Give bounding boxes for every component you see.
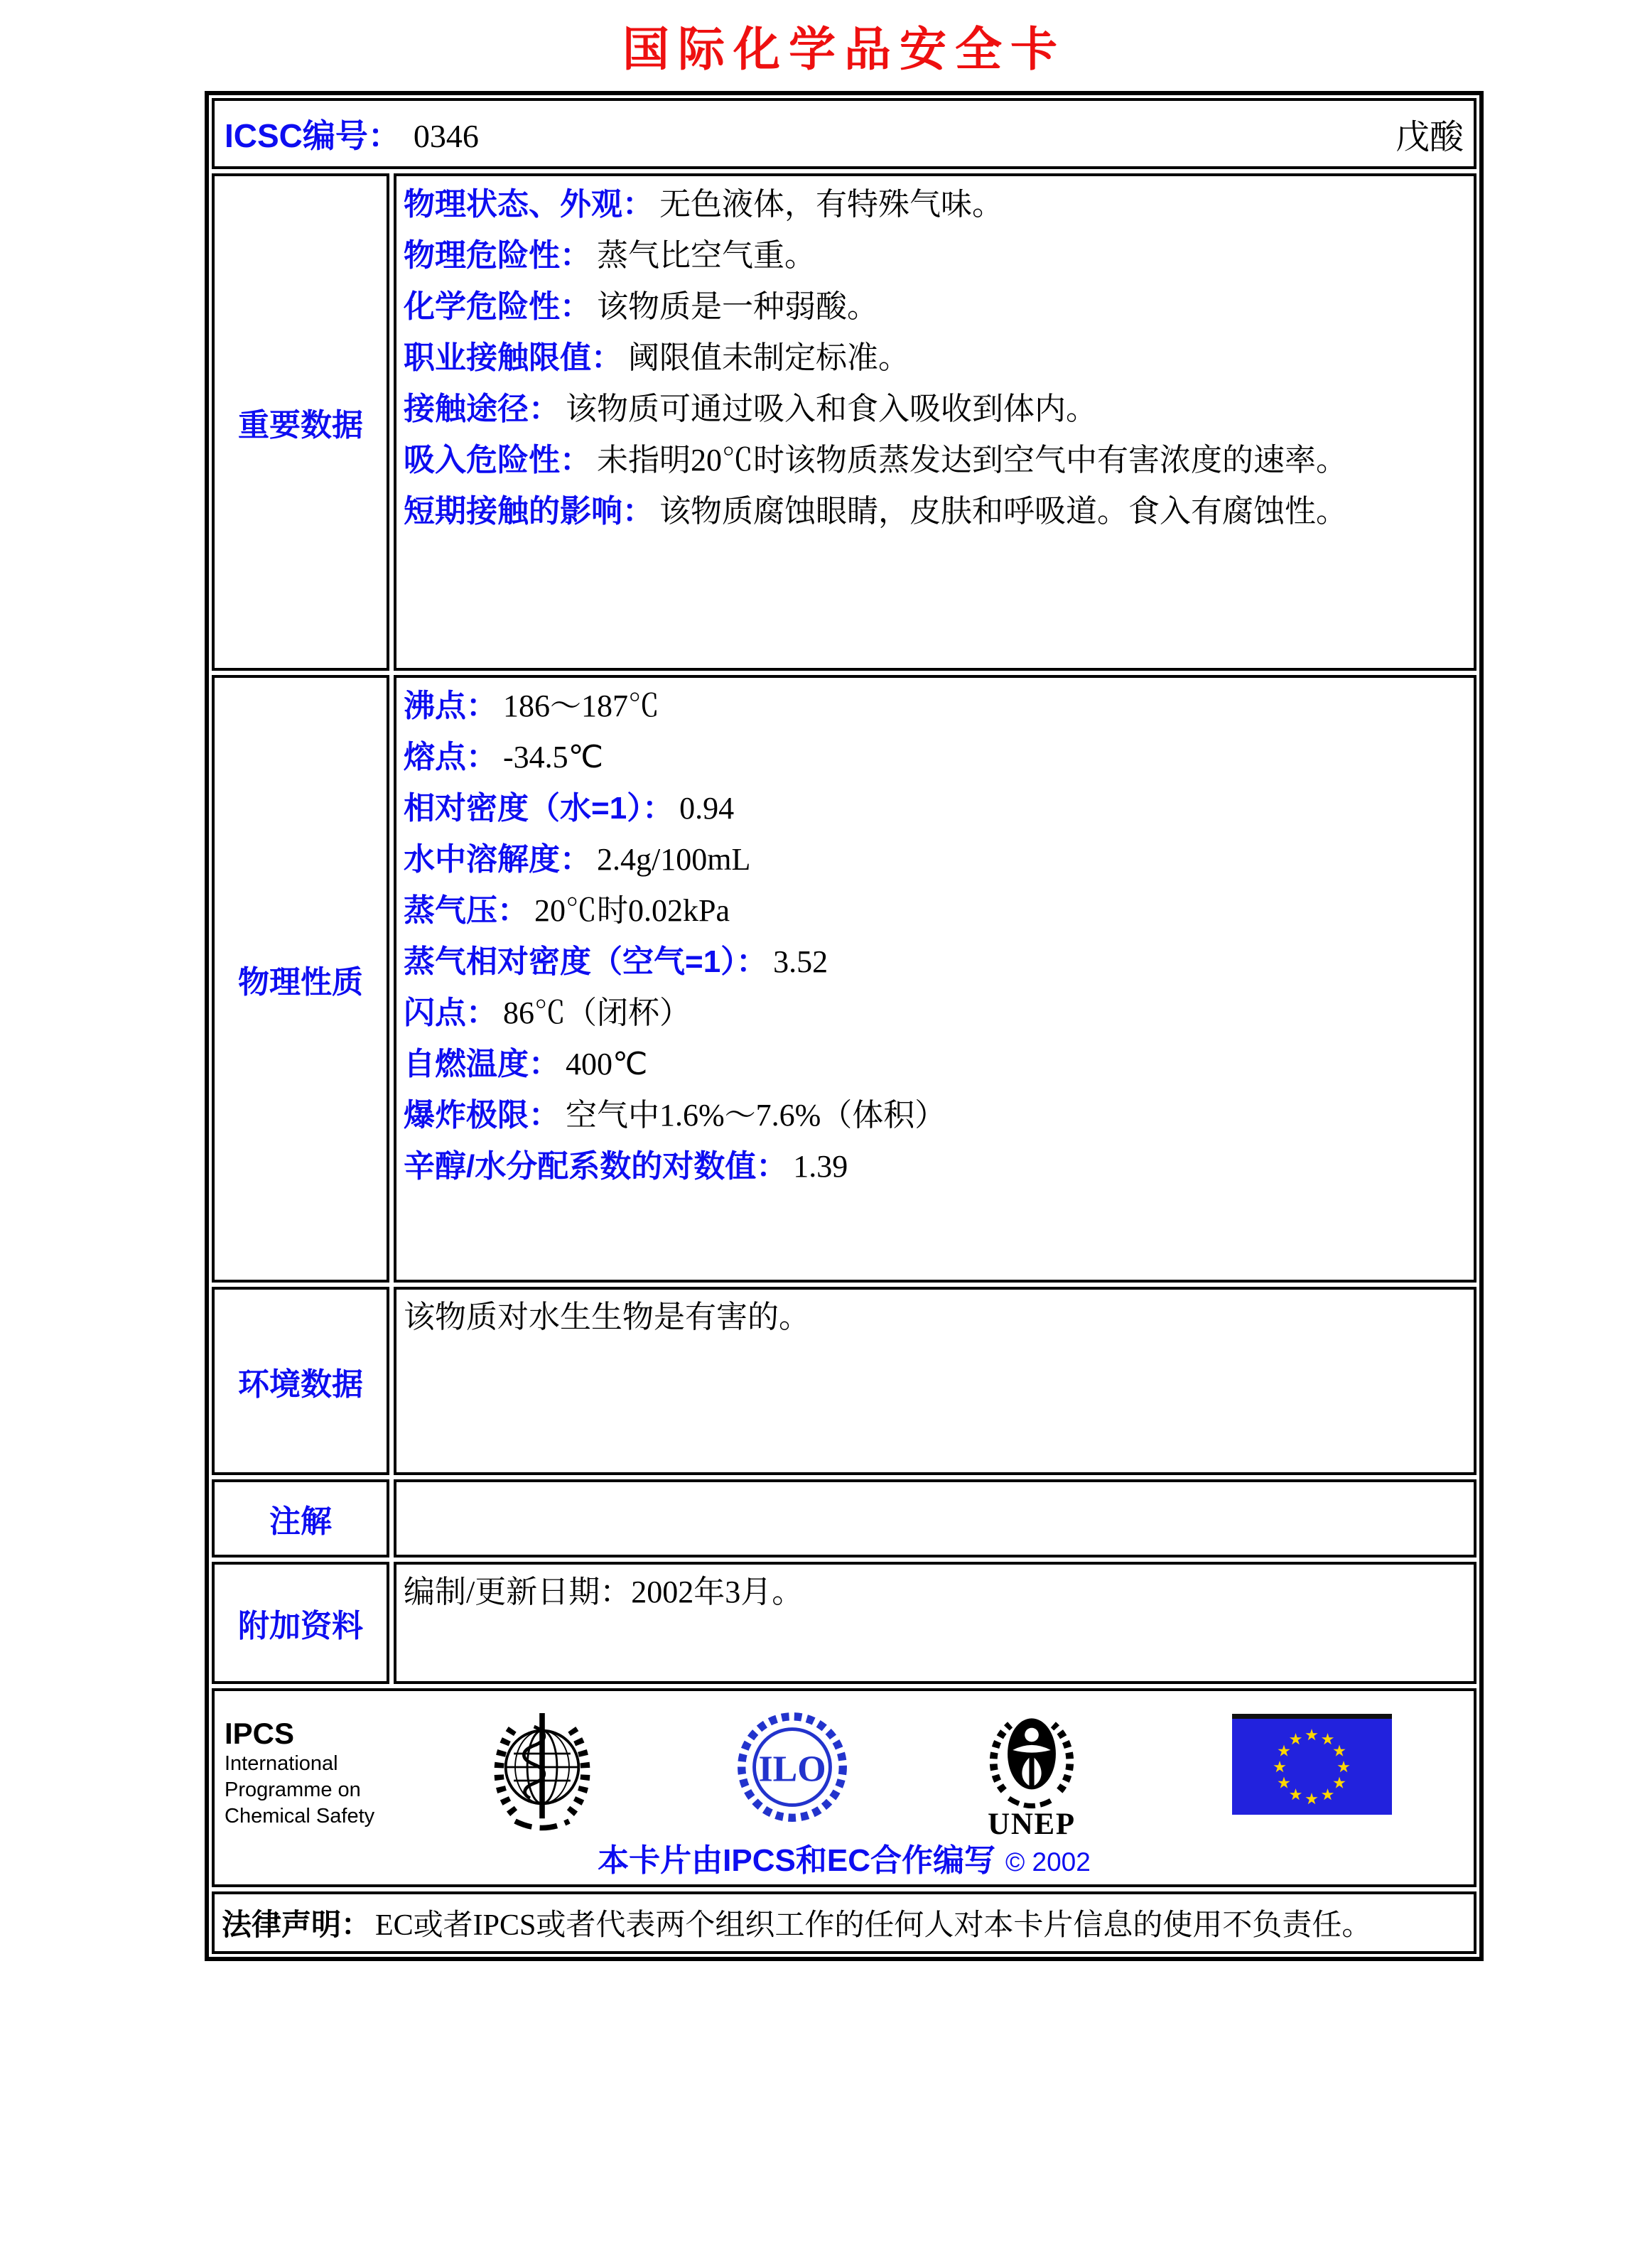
property-value: 该物质是一种弱酸。 [597,289,878,324]
who-logo-icon [475,1700,610,1835]
property-line [404,486,1467,537]
ipcs-line-2: Programme on [225,1778,361,1801]
property-line [404,230,1467,281]
legal-label: 法律声明： [222,1908,372,1941]
header-cell [212,98,1476,169]
property-line [404,435,1467,486]
property-line [404,834,1467,885]
property-value: 该物质腐蚀眼睛，皮肤和呼吸道。食入有腐蚀性。 [659,494,1347,529]
property-value: -34.5℃ [503,740,604,774]
property-label: 职业接触限值： [404,340,622,375]
property-value: 186～187℃ [503,689,659,723]
property-value: 0.94 [679,791,735,826]
ipcs-line-3: Chemical Safety [225,1805,375,1828]
property-label: 自燃温度： [404,1047,560,1081]
section-label-environmental-data: 环境数据 [212,1287,389,1475]
property-label: 水中溶解度： [404,842,591,877]
legal-row [212,1891,1476,1954]
property-line [404,179,1467,230]
icsc-number-value: 0346 [413,118,479,154]
property-value: 该物质可通过吸入和食入吸收到体内。 [566,392,1097,426]
property-label: 吸入危险性： [404,443,591,477]
property-line [404,1039,1467,1090]
section-content-environmental-data [394,1287,1476,1475]
section-label-additional-information: 附加资料 [212,1562,389,1684]
footer-caption-text: 本卡片由IPCS和EC合作编写 [598,1843,995,1878]
property-label: 爆炸极限： [404,1098,560,1133]
ipcs-acronym: IPCS [225,1717,295,1750]
property-line [404,988,1467,1039]
legal-cell [212,1891,1476,1954]
property-line [404,1090,1467,1141]
property-label: 短期接触的影响： [404,494,654,529]
property-value: 未指明20℃时该物质蒸发达到空气中有害浓度的速率。 [597,443,1347,477]
property-value: 20℃时0.02kPa [534,893,730,928]
property-label: 相对密度（水=1）： [404,791,674,826]
property-line [404,281,1467,333]
property-label: 辛醇/水分配系数的对数值： [404,1149,788,1184]
ipcs-line-1: International [225,1752,338,1775]
logos-row [212,1688,1476,1887]
section-notes [212,1479,1476,1558]
property-value: 2.4g/100mL [597,842,751,877]
property-label: 沸点： [404,689,497,723]
property-line [404,885,1467,936]
unep-logo-text: UNEP [988,1807,1076,1839]
property-value: 蒸气比空气重。 [597,238,816,273]
property-value: 400℃ [566,1047,648,1081]
eu-flag-stars [1232,1719,1392,1815]
property-line [404,384,1467,435]
property-value: 3.52 [773,944,828,979]
property-value: 1.39 [793,1149,848,1184]
property-value: 阈限值未制定标准。 [628,340,909,375]
property-label: 蒸气相对密度（空气=1）： [404,944,768,979]
property-label: 熔点： [404,740,497,774]
header-row [212,98,1476,169]
section-physical-properties [212,675,1476,1283]
property-value: 空气中1.6%～7.6%（体积） [566,1098,946,1133]
property-value: 86℃（闭杯） [503,995,691,1030]
property-label: 蒸气压： [404,893,529,928]
section-content-physical-properties [394,675,1476,1283]
property-line [404,783,1467,834]
page-title: 国际化学品安全卡 [622,23,1066,75]
additional-information-text: 编制/更新日期：2002年3月。 [404,1575,804,1609]
section-label-notes: 注解 [212,1479,389,1558]
section-important-data [212,173,1476,671]
property-line [404,936,1467,988]
environmental-data-text: 该物质对水生生物是有害的。 [404,1300,810,1334]
section-additional-information [212,1562,1476,1684]
icsc-number-group [225,110,479,157]
section-content-notes [394,1479,1476,1558]
property-label: 物理状态、外观： [404,187,654,222]
property-line [404,333,1467,384]
logos-cell [212,1688,1476,1887]
chemical-name: 戊酸 [1395,118,1464,156]
property-label: 化学危险性： [404,289,591,324]
section-label-important-data: 重要数据 [212,173,389,671]
ipcs-text-block [225,1717,374,1830]
property-value: 无色液体，有特殊气味。 [659,187,1003,222]
section-label-physical-properties: 物理性质 [212,675,389,1283]
unep-logo-icon [968,1697,1096,1839]
section-environmental-data [212,1287,1476,1475]
legal-text: EC或者IPCS或者代表两个组织工作的任何人对本卡片信息的使用不负责任。 [375,1909,1372,1942]
property-line [404,732,1467,783]
section-content-important-data [394,173,1476,671]
eu-flag-icon [1232,1714,1392,1815]
ilo-logo-icon [735,1710,850,1825]
property-line [404,1141,1467,1192]
footer-caption [215,1835,1474,1880]
safety-card-table [205,91,1484,1961]
property-label: 接触途径： [404,392,560,426]
footer-copyright: © 2002 [1005,1847,1091,1877]
property-label: 闪点： [404,995,497,1030]
icsc-number-label: ICSC编号： [225,117,401,154]
ilo-logo-text: ILO [758,1749,826,1790]
section-content-additional-information [394,1562,1476,1684]
property-label: 物理危险性： [404,238,591,273]
property-line [404,681,1467,732]
